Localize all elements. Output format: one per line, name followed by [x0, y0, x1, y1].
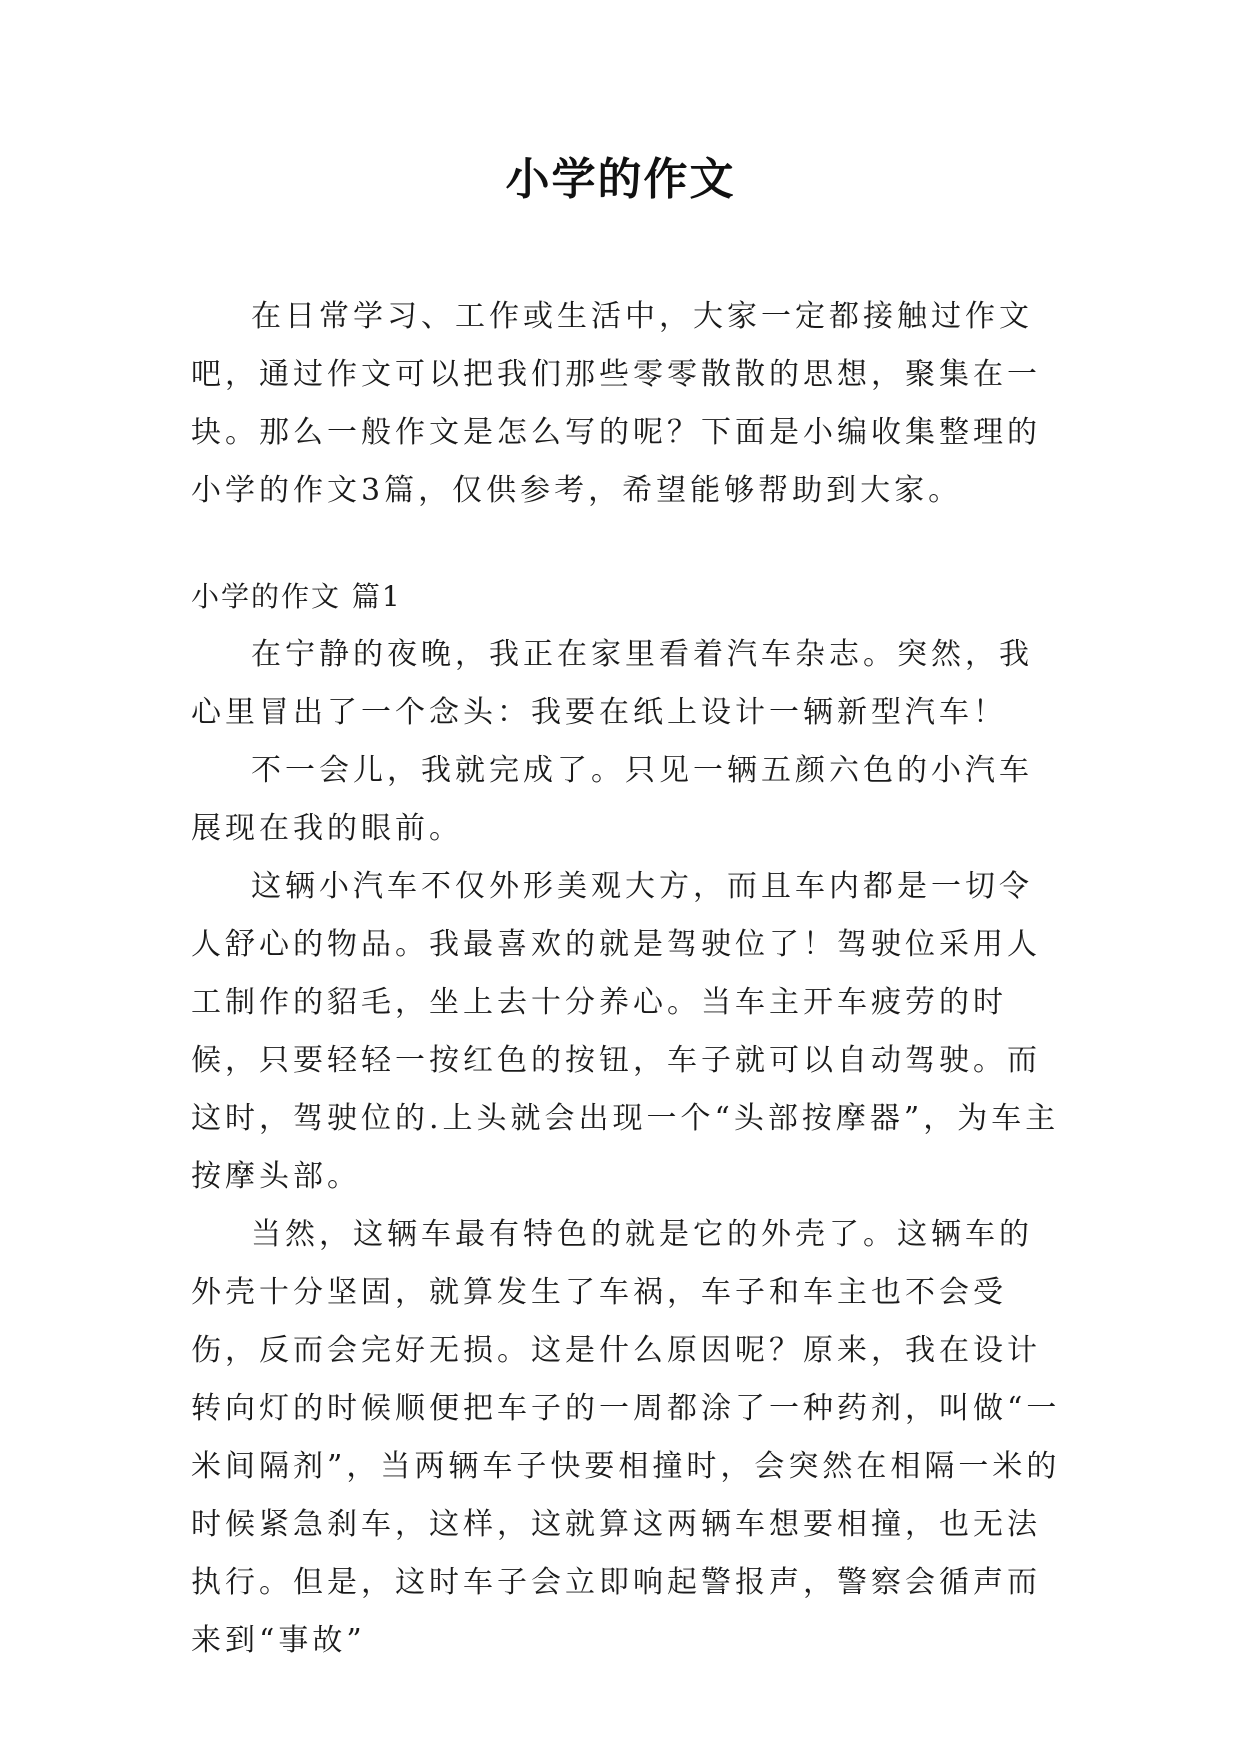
intro-paragraph: 在日常学习、工作或生活中，大家一定都接触过作文吧，通过作文可以把我们那些零零散散的思想，聚集在一块。那么一般作文是怎么写的呢？下面是小编收集整理的小学的作文3篇，仅供参考，希望能够帮助到大家。 [191, 299, 1041, 508]
body-paragraph-3: 这辆小汽车不仅外形美观大方，而且车内都是一切令人舒心的物品。我最喜欢的就是驾驶位了！驾驶位采用人工制作的貂毛，坐上去十分养心。当车主开车疲劳的时候，只要轻轻一按红色的按钮，车子就可以自动驾驶。而这时，驾驶位的.上头就会出现一个“头部按摩器”，为车主按摩头部。 [191, 869, 1060, 1194]
body-paragraph-4: 当然，这辆车最有特色的就是它的外壳了。这辆车的外壳十分坚固，就算发生了车祸，车子和车主也不会受伤，反而会完好无损。这是什么原因呢？原来，我在设计转向灯的时候顺便把车子的一周都涂了一种药剂，叫做“一米间隔剂”，当两辆车子快要相撞时，会突然在相隔一米的时候紧急刹车，这样，这就算这两辆车想要相撞，也无法执行。但是，这时车子会立即响起警报声，警察会循声而来到“事故” [191, 1217, 1061, 1658]
document-body [191, 288, 1061, 1670]
body-paragraph-2: 不一会儿，我就完成了。只见一辆五颜六色的小汽车展现在我的眼前。 [191, 753, 1033, 846]
document-title: 小学的作文 [505, 154, 736, 205]
section-heading: 小学的作文 篇1 [191, 580, 402, 613]
body-paragraph-1: 在宁静的夜晚，我正在家里看着汽车杂志。突然，我心里冒出了一个念头：我要在纸上设计一辆新型汽车！ [191, 637, 1033, 730]
